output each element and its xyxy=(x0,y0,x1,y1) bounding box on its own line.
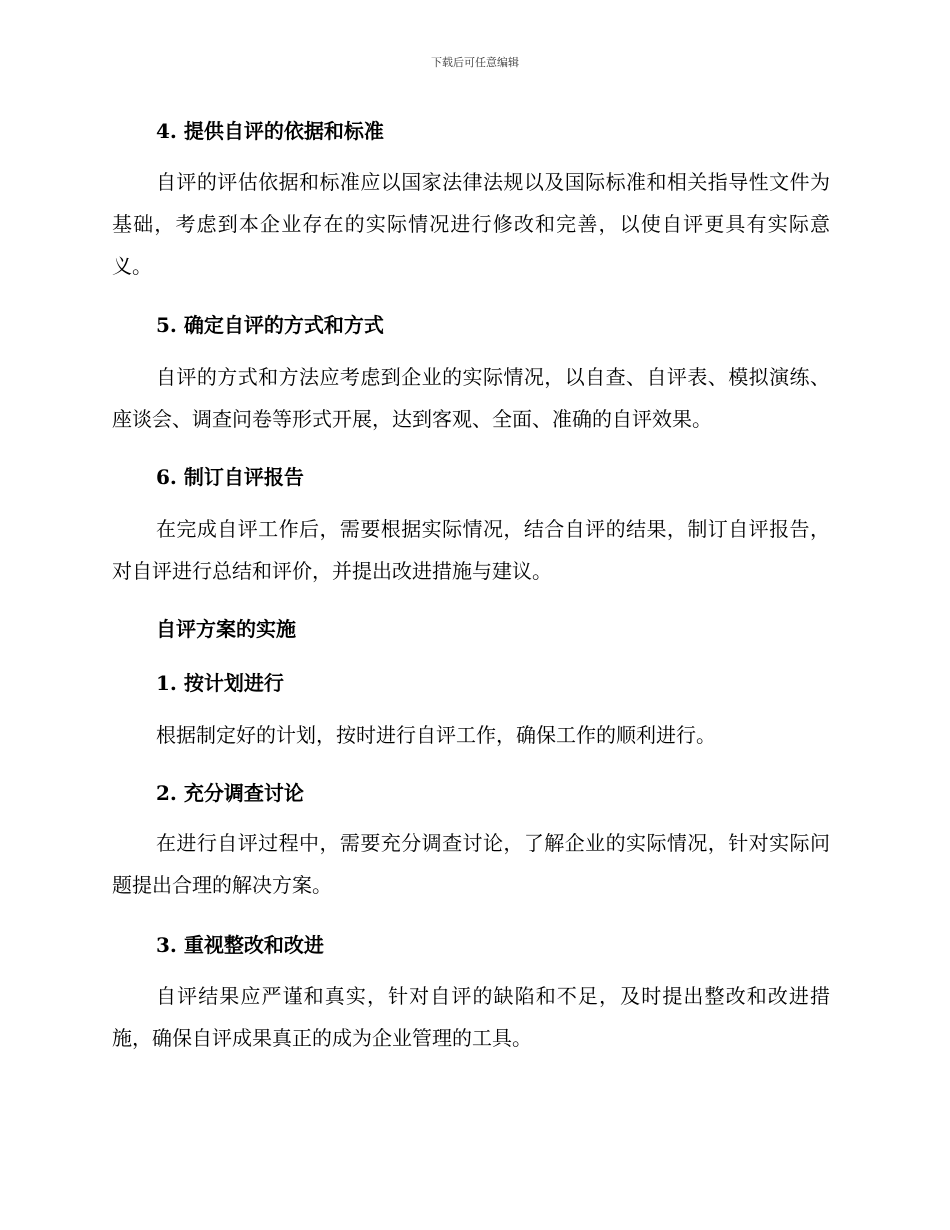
paragraph: 根据制定好的计划，按时进行自评工作，确保工作的顺利进行。 xyxy=(156,723,716,747)
section-heading: 2. 充分调查讨论 xyxy=(156,781,304,805)
section-heading: 3. 重视整改和改进 xyxy=(156,933,324,957)
page-header: 下载后可任意编辑 xyxy=(431,56,519,69)
paragraph: 自评的方式和方法应考虑到企业的实际情况，以自查、自评表、模拟演练、座谈会、调查问卷等形式开展，达到客观、全面、准确的自评效果。 xyxy=(112,365,830,431)
section-heading: 1. 按计划进行 xyxy=(156,671,284,695)
paragraph: 自评结果应严谨和真实，针对自评的缺陷和不足，及时提出整改和改进措施，确保自评成果真正的成为企业管理的工具。 xyxy=(112,984,830,1050)
paragraph: 在完成自评工作后，需要根据实际情况，结合自评的结果，制订自评报告，对自评进行总结和评价，并提出改进措施与建议。 xyxy=(112,517,830,583)
paragraph: 自评的评估依据和标准应以国家法律法规以及国际标准和相关指导性文件为基础，考虑到本企业存在的实际情况进行修改和完善，以使自评更具有实际意义。 xyxy=(112,170,830,278)
section-heading: 4. 提供自评的依据和标准 xyxy=(156,119,384,143)
section-heading: 6. 制订自评报告 xyxy=(156,465,304,489)
section-heading: 5. 确定自评的方式和方式 xyxy=(156,313,384,337)
paragraph: 在进行自评过程中，需要充分调查讨论，了解企业的实际情况，针对实际问题提出合理的解决方案。 xyxy=(112,831,830,897)
section-title: 自评方案的实施 xyxy=(156,617,296,641)
